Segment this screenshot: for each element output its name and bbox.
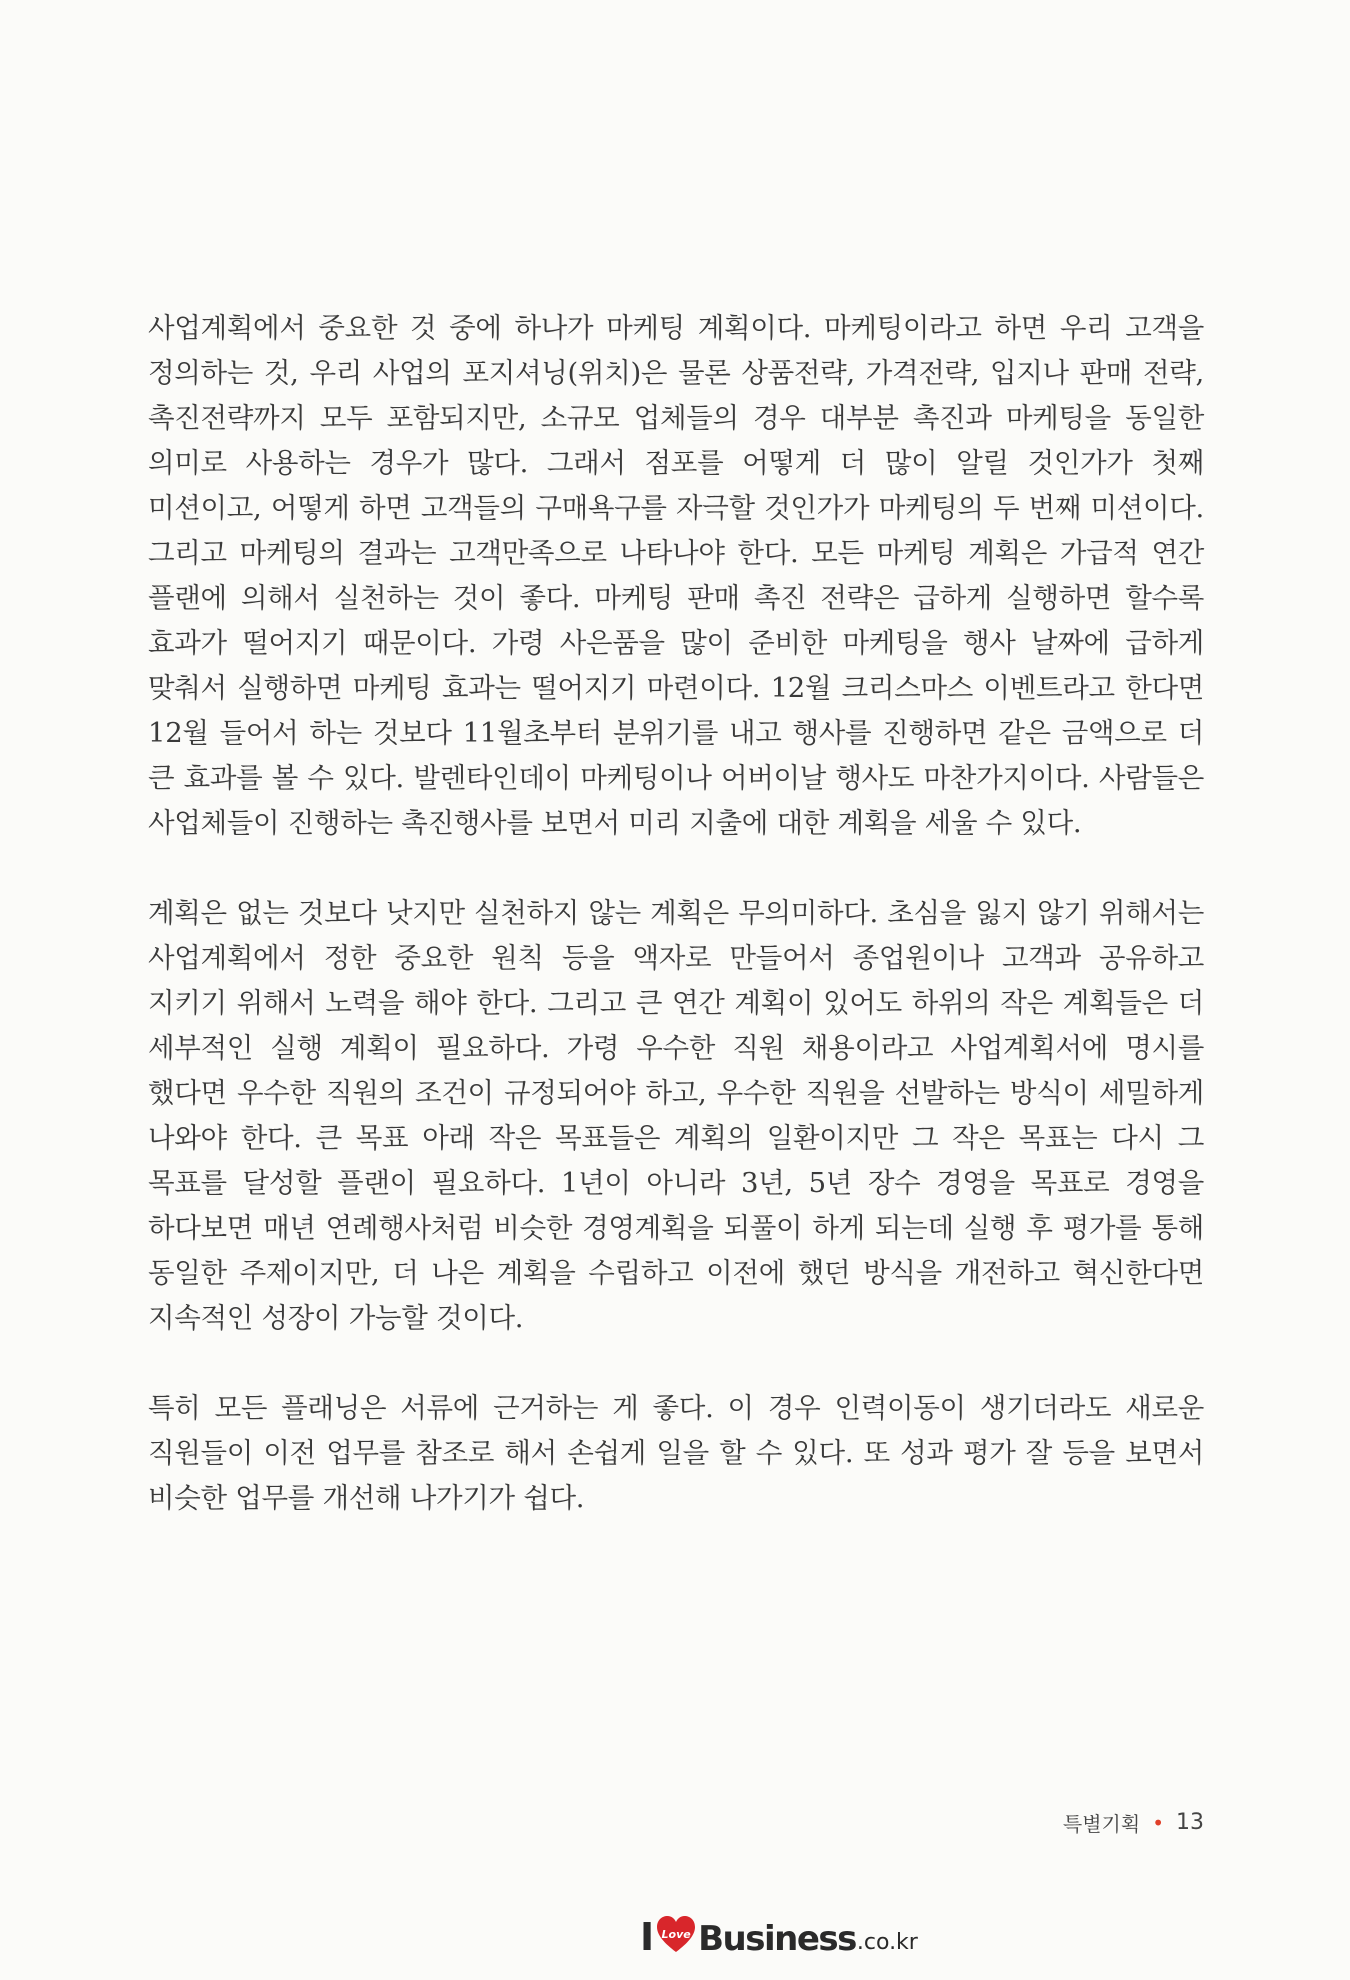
paragraph-documentation: 특히 모든 플래닝은 서류에 근거하는 게 좋다. 이 경우 인력이동이 생기더라도 새로운 직원들이 이전 업무를 참조로 해서 손쉽게 일을 할 수 있다. 또 성과 평가 잘 등을 보면서 비슷한 업무를 개선해 나가기가 쉽다. <box>148 1392 1204 1514</box>
heart-icon <box>656 1915 696 1955</box>
page-number: 13 <box>1176 1810 1204 1835</box>
page-footer <box>1063 1808 1204 1837</box>
i-love-business-logo <box>640 1912 918 1959</box>
logo-love-text: Love <box>661 1928 691 1941</box>
paragraph-marketing-plan: 사업계획에서 중요한 것 중에 하나가 마케팅 계획이다. 마케팅이라고 하면 우리 고객을 정의하는 것, 우리 사업의 포지셔닝(위치)은 물론 상품전략, 가격전략, 입지나 판매 전략, 촉진전략까지 모두 포함되지만, 소규모 업체들의 경우 대부분 촉진과 마케팅을 동일한 의미로 사용하는 경우가 많다. 그래서 점포를 어떻게 더 많이 알릴 것인가가 첫째 미션이고, 어떻게 하면 고객들의 구매욕구를 자극할 것인가가 마케팅의 두 번째 미션이다. 그리고 마케팅의 결과는 고객만족으로 나타나야 한다. 모든 마케팅 계획은 가급적 연간 플랜에 의해서 실천하는 것이 좋다. 마케팅 판매 촉진 전략은 급하게 실행하면 할수록 효과가 떨어지기 때문이다. 가령 사은품을 많이 준비한 마케팅을 행사 날짜에 급하게 맞춰서 실행하면 마케팅 효과는 떨어지기 마련이다. 12월 크리스마스 이벤트라고 한다면 12월 들어서 하는 것보다 11월초부터 분위기를 내고 행사를 진행하면 같은 금액으로 더 큰 효과를 볼 수 있다. 발렌타인데이 마케팅이나 어버이날 행사도 마찬가지이다. 사람들은 사업체들이 진행하는 촉진행사를 보면서 미리 지출에 대한 계획을 세울 수 있다. <box>148 312 1204 839</box>
footer-separator: • <box>1152 1810 1164 1835</box>
logo-domain-text: .co.kr <box>856 1930 918 1955</box>
section-label: 특별기획 <box>1062 1812 1141 1836</box>
logo-letter-i: I <box>640 1915 655 1959</box>
paragraph-execution-plan: 계획은 없는 것보다 낫지만 실천하지 않는 계획은 무의미하다. 초심을 잃지 않기 위해서는 사업계획에서 정한 중요한 원칙 등을 액자로 만들어서 종업원이나 고객과 공유하고 지키기 위해서 노력을 해야 한다. 그리고 큰 연간 계획이 있어도 하위의 작은 계획들은 더 세부적인 실행 계획이 필요하다. 가령 우수한 직원 채용이라고 사업계획서에 명시를 했다면 우수한 직원의 조건이 규정되어야 하고, 우수한 직원을 선발하는 방식이 세밀하게 나와야 한다. 큰 목표 아래 작은 목표들은 계획의 일환이지만 그 작은 목표는 다시 그 목표를 달성할 플랜이 필요하다. 1년이 아니라 3년, 5년 장수 경영을 목표로 경영을 하다보면 매년 연례행사처럼 비슷한 경영계획을 되풀이 하게 되는데 실행 후 평가를 통해 동일한 주제이지만, 더 나은 계획을 수립하고 이전에 했던 방식을 개전하고 혁신한다면 지속적인 성장이 가능할 것이다. <box>148 897 1204 1334</box>
logo-business-text: Business <box>698 1919 856 1959</box>
article-body <box>148 306 1204 1521</box>
